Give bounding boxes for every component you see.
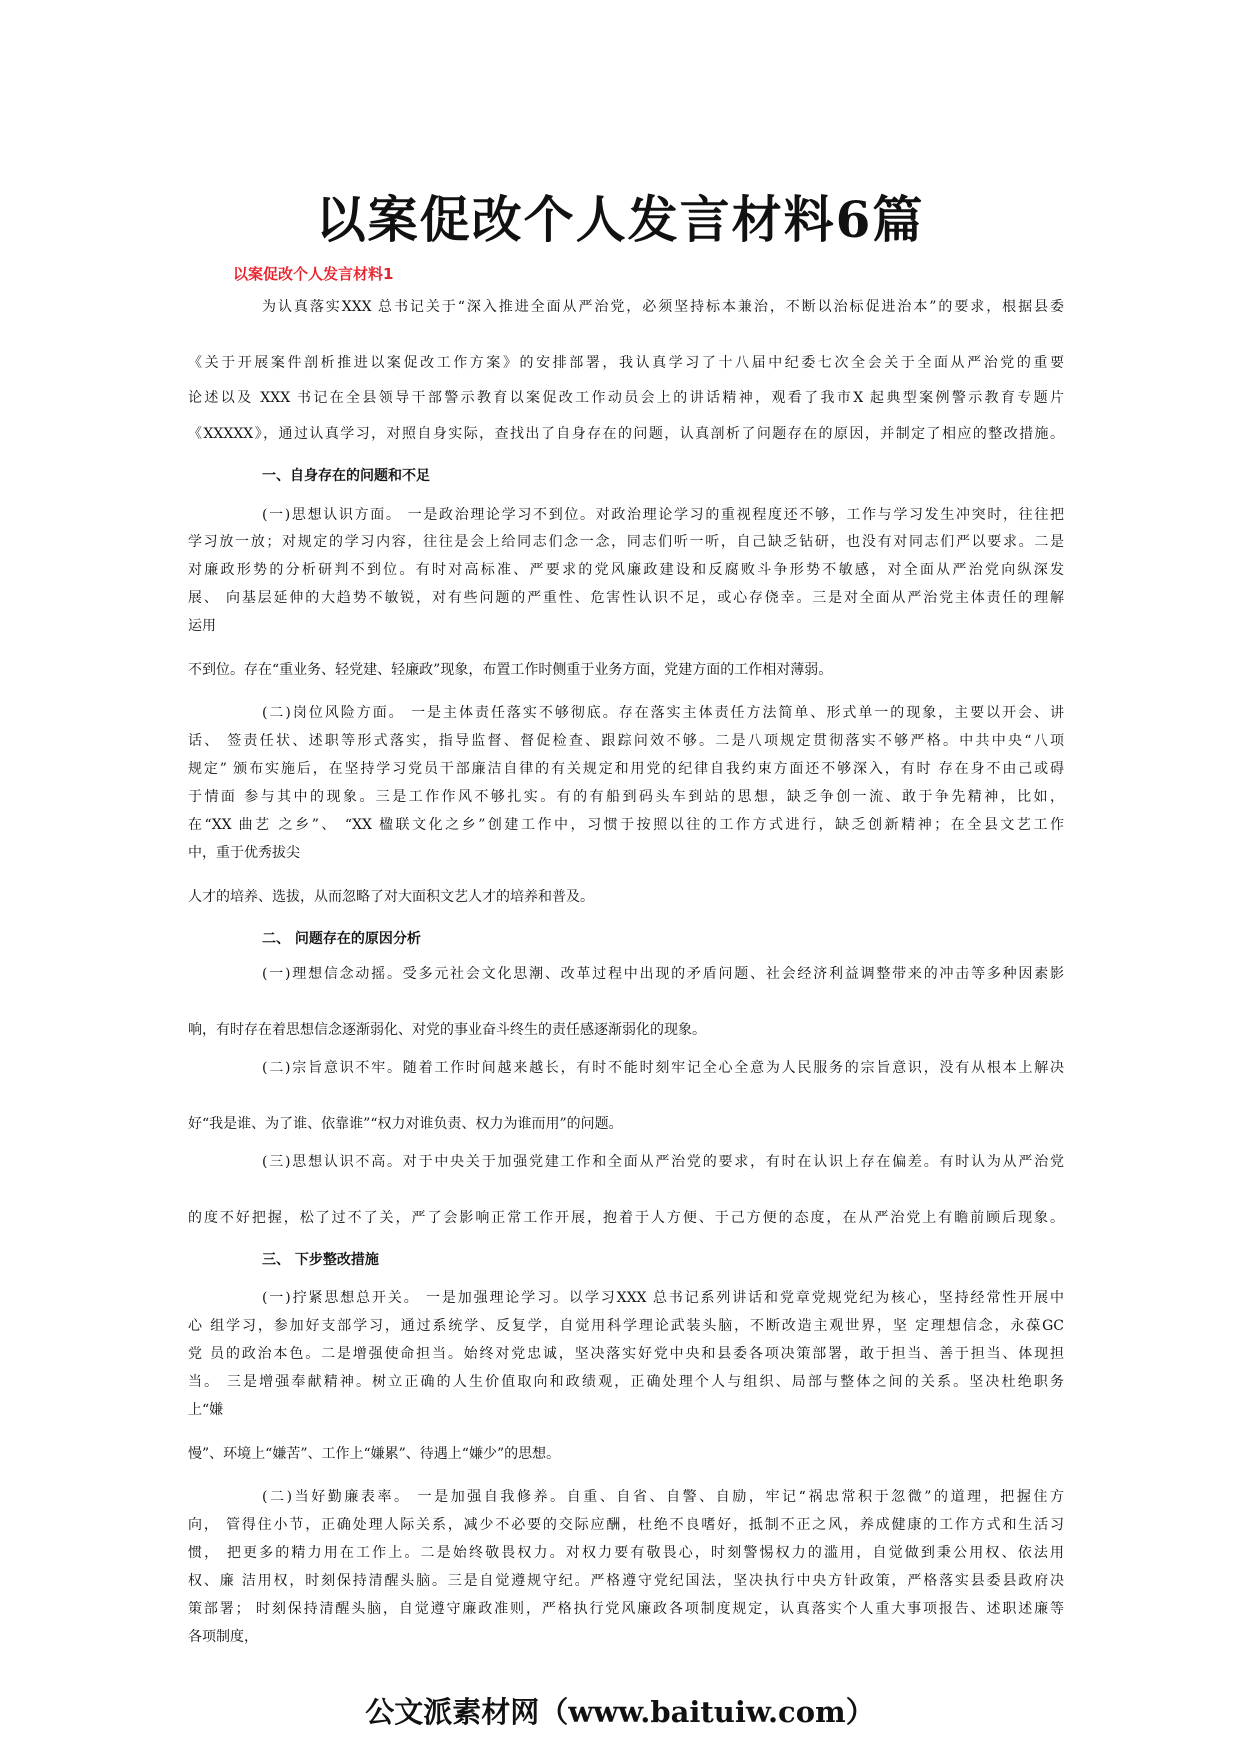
body-line: 响，有时存在着思想信念逐渐弱化、对党的事业奋斗终生的责任感逐渐弱化的现象。 [188, 1022, 706, 1038]
intro-line: 《XXXXX》，通过认真学习，对照自身实际，查找出了自身存在的问题，认真剖析了问题存在的原因，并制定了相应的整改措施。 [188, 426, 1064, 442]
body-line: (二)宗旨意识不牢。随着工作时间越来越长，有时不能时刻牢记全心全意为人民服务的宗旨意识，没有从根本上解决 [262, 1060, 1064, 1076]
body-line: 中，重于优秀拔尖 [188, 845, 300, 861]
body-line: (二)岗位风险方面。 一是主体责任落实不够彻底。存在落实主体责任方法简单、形式单一的现象，主要以开会、讲 [262, 705, 1064, 721]
body-line: 于情面 参与其中的现象。三是工作作风不够扎实。有的有船到码头车到站的思想，缺乏争创一流、敢于争先精神，比如， [188, 789, 1064, 805]
body-line: 慢”、环境上“嫌苦”、工作上“嫌累”、待遇上“嫌少”的思想。 [188, 1446, 561, 1462]
body-line: 心 组学习，参加好支部学习，通过系统学、反复学，自觉用科学理论武装头脑，不断改造主观世界，坚 定理想信念，永葆GC [188, 1318, 1064, 1334]
body-line: 展、 向基层延伸的大趋势不敏锐，对有些问题的严重性、危害性认识不足，或心存侥幸。三是对全面从严治党主体责任的理解 [188, 590, 1064, 606]
body-line: 上“嫌 [188, 1402, 224, 1418]
footer-watermark: 公文派素材网（www.baituiw.com） [365, 1695, 875, 1729]
body-line: (三)思想认识不高。对于中央关于加强党建工作和全面从严治党的要求，有时在认识上存在偏差。有时认为从严治党 [262, 1154, 1064, 1170]
body-line: (二)当好勤廉表率。 一是加强自我修养。自重、自省、自警、自励，牢记“祸忠常积于忽微”的道理，把握住方 [262, 1489, 1064, 1505]
section-heading-2: 二、 问题存在的原因分析 [262, 931, 421, 947]
section-heading-1: 一、自身存在的问题和不足 [262, 468, 430, 484]
body-line: 党 员的政治本色。二是增强使命担当。始终对党忠诚，坚决落实好党中央和县委各项决策部署，敢于担当、善于担当、体现担 [188, 1346, 1064, 1362]
body-line: 人才的培养、选拔，从而忽略了对大面积文艺人才的培养和普及。 [188, 889, 594, 905]
page-title: 以案促改个人发言材料6篇 [315, 190, 925, 249]
body-line: 在“XX 曲艺 之乡”、 “XX 楹联文化之乡”创建工作中，习惯于按照以往的工作方式进行，缺乏创新精神；在全县文艺工作 [188, 817, 1064, 833]
body-line: 当。 三是增强奉献精神。树立正确的人生价值取向和政绩观，正确处理个人与组织、局部与整体之间的关系。坚决杜绝职务 [188, 1374, 1064, 1390]
body-line: (一)理想信念动摇。受多元社会文化思潮、改革过程中出现的矛盾问题、社会经济利益调整带来的冲击等多种因素影 [262, 966, 1064, 982]
body-line: (一)思想认识方面。 一是政治理论学习不到位。对政治理论学习的重视程度还不够，工作与学习发生冲突时，往往把 [262, 507, 1064, 523]
body-line: 话、 签责任状、述职等形式落实，指导监督、督促检查、跟踪问效不够。二是八项规定贯彻落实不够严格。中共中央“八项 [188, 733, 1064, 749]
article-subtitle: 以案促改个人发言材料1 [233, 265, 394, 283]
body-line: 惯， 把更多的精力用在工作上。二是始终敬畏权力。对权力要有敬畏心，时刻警惕权力的滥用，自觉做到秉公用权、依法用 [188, 1545, 1064, 1561]
body-line: 的度不好把握，松了过不了关，严了会影响正常工作开展，抱着于人方便、于己方便的态度，在从严治党上有瞻前顾后现象。 [188, 1210, 1064, 1226]
body-line: 规定” 颁布实施后，在坚持学习党员干部廉洁自律的有关规定和用党的纪律自我约束方面还不够深入，有时 存在身不由己或碍 [188, 761, 1064, 777]
intro-line: 论述以及 XXX 书记在全县领导干部警示教育以案促改工作动员会上的讲话精神，观看了我市X 起典型案例警示教育专题片 [188, 390, 1064, 406]
body-line: 学习放一放；对规定的学习内容，往往是会上给同志们念一念，同志们听一听，自己缺乏钻研，也没有对同志们严以要求。二是 [188, 534, 1064, 550]
intro-line: 《关于开展案件剖析推进以案促改工作方案》的安排部署，我认真学习了十八届中纪委七次全会关于全面从严治党的重要 [188, 355, 1064, 371]
body-line: 对廉政形势的分析研判不到位。有时对高标准、严要求的党风廉政建设和反腐败斗争形势不敏感，对全面从严治党向纵深发 [188, 562, 1064, 578]
body-line: 运用 [188, 618, 216, 634]
body-line: 策部署； 时刻保持清醒头脑，自觉遵守廉政准则，严格执行党风廉政各项制度规定，认真落实个人重大事项报告、述职述廉等 [188, 1601, 1064, 1617]
section-heading-3: 三、 下步整改措施 [262, 1252, 379, 1268]
intro-line: 为认真落实XXX 总书记关于“深入推进全面从严治党，必须坚持标本兼治，不断以治标促进治本”的要求，根据县委 [262, 299, 1064, 315]
body-line: 各项制度， [188, 1629, 258, 1645]
body-line: 权、廉 洁用权，时刻保持清醒头脑。三是自觉遵规守纪。严格遵守党纪国法，坚决执行中央方针政策，严格落实县委县政府决 [188, 1573, 1064, 1589]
body-line: 不到位。存在“重业务、轻党建、轻廉政”现象，布置工作时侧重于业务方面，党建方面的工作相对薄弱。 [188, 662, 833, 678]
body-line: (一)拧紧思想总开关。 一是加强理论学习。以学习XXX 总书记系列讲话和党章党规党纪为核心，坚持经常性开展中 [262, 1290, 1064, 1306]
body-line: 向， 管得住小节，正确处理人际关系，减少不必要的交际应酬，杜绝不良嗜好，抵制不正之风，养成健康的工作方式和生活习 [188, 1517, 1064, 1533]
body-line: 好“我是谁、为了谁、依靠谁”“权力对谁负责、权力为谁而用”的问题。 [188, 1116, 623, 1132]
